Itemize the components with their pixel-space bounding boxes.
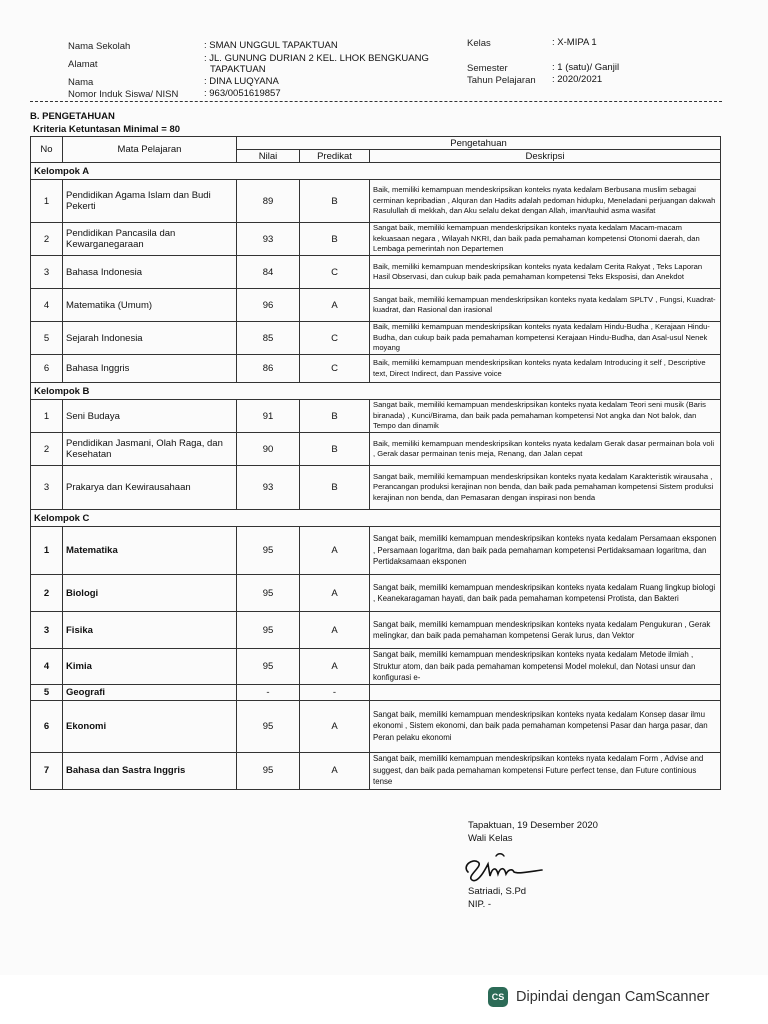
row-score: 86 <box>237 355 300 383</box>
row-description: Sangat baik, memiliki kemampuan mendeskripsikan konteks nyata kedalam Macam-macam kekuasaan negara , Wilayah NKRI, dan baik pada pemahaman kompetensi Otonomi daerah, dan Lembaga pemerintah non Departemen <box>370 223 721 256</box>
grades-table <box>30 136 721 790</box>
row-score: 85 <box>237 322 300 355</box>
row-score: 84 <box>237 256 300 289</box>
row-predicate: A <box>300 527 370 575</box>
row-score: 90 <box>237 433 300 466</box>
row-predicate: A <box>300 700 370 752</box>
header-divider <box>30 101 722 102</box>
signatory-name: Satriadi, S.Pd <box>468 886 527 897</box>
row-no: 6 <box>31 700 63 752</box>
row-predicate: B <box>300 466 370 510</box>
col-header-description: Deskripsi <box>370 150 721 163</box>
row-description: Sangat baik, memiliki kemampuan mendeskripsikan konteks nyata kedalam Metode ilmiah , Struktur atom, dan baik pada pemahaman kompetensi Model molekul, dan Notasi unsur dan konfigurasi e- <box>370 649 721 685</box>
school-label: Nama Sekolah <box>68 41 131 52</box>
table-row <box>31 256 721 289</box>
camscanner-logo-icon: CS <box>488 987 508 1007</box>
row-score: 95 <box>237 527 300 575</box>
row-description: Sangat baik, memiliki kemampuan mendeskripsikan konteks nyata kedalam Konsep dasar ilmu ekonomi , Sistem ekonomi, dan baik pada pemahaman kompetensi Pasar dan harga pasar, dan Peran pelaku ekonomi <box>370 700 721 752</box>
handwritten-signature <box>458 850 548 886</box>
signatory <box>468 885 526 911</box>
row-score: 93 <box>237 466 300 510</box>
place-date: Tapaktuan, 19 Desember 2020 <box>468 820 598 831</box>
table-row <box>31 700 721 752</box>
col-header-no: No <box>31 137 63 163</box>
row-score: 91 <box>237 400 300 433</box>
table-row <box>31 752 721 789</box>
student-name-label: Nama <box>68 77 94 88</box>
row-subject: Sejarah Indonesia <box>63 322 237 355</box>
table-row <box>31 180 721 223</box>
camscanner-label: Dipindai dengan CamScanner <box>516 989 710 1005</box>
group-label-c: Kelompok C <box>31 510 721 527</box>
table-row <box>31 527 721 575</box>
row-subject: Ekonomi <box>63 700 237 752</box>
school-value: : SMAN UNGGUL TAPAKTUAN <box>204 40 338 51</box>
row-description: Baik, memiliki kemampuan mendeskripsikan konteks nyata kedalam Berbusana muslim sebagai cerminan kepribadian , Alquran dan Hadits adalah pedoman hidupku, Meneladani perjuangan dakwah Rasulullah di mekkah, dan Aku selalu dekat dengan Allah, iman/tauhid asma wasifat <box>370 180 721 223</box>
row-description: Baik, memiliki kemampuan mendeskripsikan konteks nyata kedalam Cerita Rakyat , Teks Laporan Hasil Observasi, dan cukup baik pada pemahaman kompetensi Teks Eksposisi, dan Anekdot <box>370 256 721 289</box>
table-row <box>31 684 721 700</box>
homeroom-role: Wali Kelas <box>468 833 513 844</box>
row-no: 6 <box>31 355 63 383</box>
row-predicate: B <box>300 223 370 256</box>
signatory-nip: NIP. - <box>468 899 492 910</box>
address-value-line1: : JL. GUNUNG DURIAN 2 KEL. LHOK BENGKUANG <box>204 53 429 64</box>
row-description: Baik, memiliki kemampuan mendeskripsikan konteks nyata kedalam Hindu-Budha , Kerajaan Hindu-Budha, dan cukup baik pada pemahaman kompetensi Kerajaan Hindu-Budha, dan Asal-usul Nenek moyang <box>370 322 721 355</box>
table-row <box>31 289 721 322</box>
row-description: Sangat baik, memiliki kemampuan mendeskripsikan konteks nyata kedalam Pengukuran , Gerak melingkar, dan baik pada pemahaman kompetensi Gerak lurus, dan Vektor <box>370 612 721 649</box>
col-header-pengetahuan: Pengetahuan <box>237 137 721 150</box>
row-description: Sangat baik, memiliki kemampuan mendeskripsikan konteks nyata kedalam Persamaan eksponen , Persamaan logaritma, dan baik pada pemahaman kompetensi Pertidaksamaan logaritma, dan Pertidaksamaan eksponen <box>370 527 721 575</box>
row-description: Baik, memiliki kemampuan mendeskripsikan konteks nyata kedalam Gerak dasar permainan bola voli , Gerak dasar permainan tenis meja, Renang, dan Jalan cepat <box>370 433 721 466</box>
col-header-score: Nilai <box>237 150 300 163</box>
row-predicate: A <box>300 612 370 649</box>
group-label-b: Kelompok B <box>31 383 721 400</box>
row-subject: Matematika (Umum) <box>63 289 237 322</box>
row-subject: Pendidikan Agama Islam dan Budi Pekerti <box>63 180 237 223</box>
class-label: Kelas <box>467 38 491 49</box>
row-description: Sangat baik, memiliki kemampuan mendeskripsikan konteks nyata kedalam Ruang lingkup biologi , Keanekaragaman hayati, dan baik pada pemahaman kompetensi Protista, dan Bakteri <box>370 575 721 612</box>
kkm-label: Kriteria Ketuntasan Minimal = 80 <box>33 124 181 135</box>
row-subject: Seni Budaya <box>63 400 237 433</box>
row-predicate: C <box>300 322 370 355</box>
row-subject: Pendidikan Jasmani, Olah Raga, dan Kesehatan <box>63 433 237 466</box>
row-no: 1 <box>31 400 63 433</box>
row-score: 95 <box>237 575 300 612</box>
row-no: 2 <box>31 433 63 466</box>
row-no: 4 <box>31 289 63 322</box>
row-score: 95 <box>237 649 300 685</box>
row-score: - <box>237 684 300 700</box>
section-title: B. PENGETAHUAN <box>30 111 115 122</box>
nisn-label: Nomor Induk Siswa/ NISN <box>68 89 179 100</box>
row-predicate: B <box>300 433 370 466</box>
row-score: 95 <box>237 752 300 789</box>
row-subject: Bahasa Indonesia <box>63 256 237 289</box>
row-no: 7 <box>31 752 63 789</box>
row-score: 96 <box>237 289 300 322</box>
col-header-predicate: Predikat <box>300 150 370 163</box>
row-predicate: A <box>300 575 370 612</box>
row-description <box>370 684 721 700</box>
row-predicate: A <box>300 289 370 322</box>
class-value: : X-MIPA 1 <box>552 37 597 48</box>
row-subject: Kimia <box>63 649 237 685</box>
row-subject: Bahasa dan Sastra Inggris <box>63 752 237 789</box>
row-no: 2 <box>31 223 63 256</box>
semester-value: : 1 (satu)/ Ganjil <box>552 62 620 73</box>
row-subject: Fisika <box>63 612 237 649</box>
row-subject: Prakarya dan Kewirausahaan <box>63 466 237 510</box>
semester-label: Semester <box>467 63 508 74</box>
row-no: 4 <box>31 649 63 685</box>
row-description: Sangat baik, memiliki kemampuan mendeskripsikan konteks nyata kedalam SPLTV , Fungsi, Kuadrat-kuadrat, dan Rasional dan irasional <box>370 289 721 322</box>
row-predicate: B <box>300 400 370 433</box>
row-score: 89 <box>237 180 300 223</box>
row-no: 1 <box>31 180 63 223</box>
row-description: Sangat baik, memiliki kemampuan mendeskripsikan konteks nyata kedalam Teori seni musik (Baris biranada) , Kunci/Birama, dan baik pada pemahaman kompetensi Not angka dan Not balok, dan Tempo dan dinamik <box>370 400 721 433</box>
row-predicate: A <box>300 649 370 685</box>
col-header-subject: Mata Pelajaran <box>63 137 237 163</box>
row-subject: Biologi <box>63 575 237 612</box>
row-predicate: B <box>300 180 370 223</box>
address-value-line2: TAPAKTUAN <box>210 64 266 75</box>
table-row <box>31 649 721 685</box>
row-score: 95 <box>237 700 300 752</box>
row-subject: Matematika <box>63 527 237 575</box>
row-description: Baik, memiliki kemampuan mendeskripsikan konteks nyata kedalam Introducing it self , Descriptive text, Direct Indirect, dan Passive voice <box>370 355 721 383</box>
row-subject: Geografi <box>63 684 237 700</box>
row-no: 3 <box>31 612 63 649</box>
row-description: Sangat baik, memiliki kemampuan mendeskripsikan konteks nyata kedalam Karakteristik wirausaha , Perancangan produksi kerajinan non benda, dan baik pada pemahaman kompetensi Sistem produksi kerajinan non benda, dan Pemasaran dengan inspirasi non benda <box>370 466 721 510</box>
student-name-value: : DINA LUQYANA <box>204 76 279 87</box>
address-label: Alamat <box>68 59 98 70</box>
row-predicate: C <box>300 256 370 289</box>
row-no: 3 <box>31 466 63 510</box>
table-row <box>31 433 721 466</box>
table-row <box>31 466 721 510</box>
table-row <box>31 355 721 383</box>
group-label-a: Kelompok A <box>31 163 721 180</box>
row-no: 5 <box>31 322 63 355</box>
year-label: Tahun Pelajaran <box>467 75 536 86</box>
table-row <box>31 400 721 433</box>
row-description: Sangat baik, memiliki kemampuan mendeskripsikan konteks nyata kedalam Form , Advise and suggest, dan baik pada pemahaman kompetensi Future perfect tense, dan Future continious tense <box>370 752 721 789</box>
camscanner-watermark <box>488 985 709 1009</box>
row-score: 93 <box>237 223 300 256</box>
table-row <box>31 322 721 355</box>
row-predicate: C <box>300 355 370 383</box>
row-no: 1 <box>31 527 63 575</box>
signature-block <box>468 819 598 845</box>
table-row <box>31 575 721 612</box>
table-row <box>31 223 721 256</box>
row-subject: Pendidikan Pancasila dan Kewarganegaraan <box>63 223 237 256</box>
row-subject: Bahasa Inggris <box>63 355 237 383</box>
row-no: 5 <box>31 684 63 700</box>
table-row <box>31 612 721 649</box>
row-score: 95 <box>237 612 300 649</box>
row-predicate: A <box>300 752 370 789</box>
year-value: : 2020/2021 <box>552 74 603 85</box>
nisn-value: : 963/0051619857 <box>204 88 281 99</box>
row-no: 3 <box>31 256 63 289</box>
row-predicate: - <box>300 684 370 700</box>
row-no: 2 <box>31 575 63 612</box>
